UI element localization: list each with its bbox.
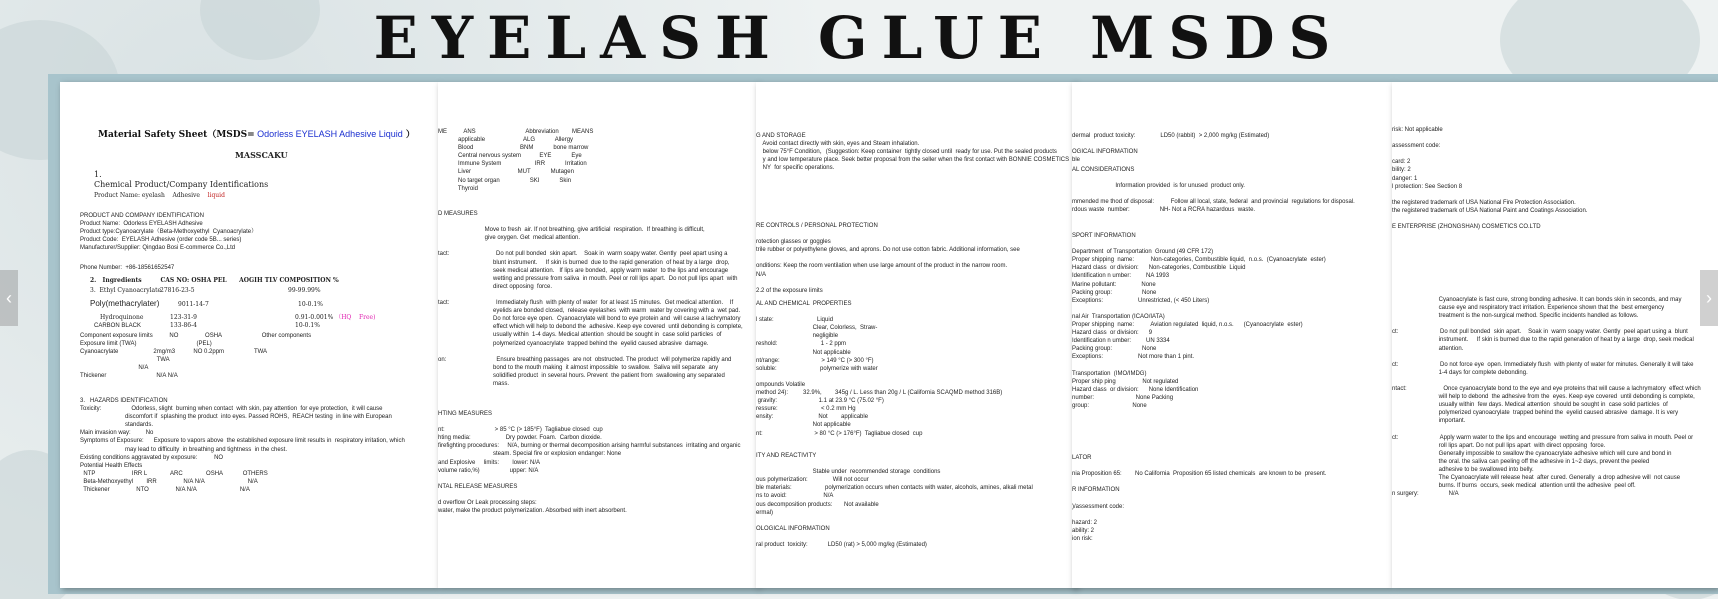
ingredient-row: Poly(methacrylater) [90,299,160,308]
ingredient-row: CARBON BLACK [94,323,142,329]
first-aid-block: D MEASURES Move to fresh air. If not breathing, give artificial respiration. If breathing is difficult, give oxygen. Get medical attention. tact: Do not pull bonded skin apart. Soak in warm soapy water. Gently peel apart using a blunt instrument. If skin is burned due to the rapid generation of heat by a large drop, seek medical attention. If lips are bonded, apply warm water to the lips and encourage wetting and pressure from saliva in mouth. Peel or roll lips apart. Do not pull lips apart with direct opposing force. tact: Immediately flush with plenty of water for at least 15 minutes. Get medical attention. If eyelids are bonded closed, release eyelashes with warm water by covering with a wet pad. Do not force eye open. Cyanoacrylate will bond to eye protein and will cause a lachrymatory effect which will help to debond the adhesive. Keep eye covered until debonding is complete, usually within 1-4 days. Medical attention should be sought in case solid particles of polymerized cyanoacrylate trapped behind the eyelid caused abrasive damage. on: Ensure breathing passages are not obstructed. The product will polymerize rapidly and bond to the mouth making it almost impossible to swallow. Saliva will separate any solidified product in several hours. Prevent the patient from swallowing any separated mass. [438,211,743,387]
exposure-block: Component exposure limits NO OSHA Other components Exposure limit (TWA) (PEL) Cyanoacrylate 2mg/m3 NO 0.2ppm TWA TWA N/A Thickener N/A N/A [80,333,312,380]
msds-page-1 [60,82,438,588]
carousel-next-arrow-icon[interactable]: › [1700,270,1718,326]
ingredient-row: Hydroquinone [100,314,144,321]
hazards-block: 3. HAZARDS IDENTIFICATION Toxicity: Odorless, slight burning when contact with skin, pay attention for eye protection, it will cause discomfort if splashing the product into eyes. Passed ROHS, REACH testing in line with European standards. Main invasion way: No Symptoms of Exposure: Exposure to vapors above the established exposure limit results in respiratory irritation, which may lead to difficulty in breathing and tightness in the chest. Existing conditions aggravated by exposure: NO Potential Health Effects NTP IRR L ARC OSHA OTHERS Beta-Methoxyethyl IRR N/A N/A N/A Thickener NTO N/A N/A N/A [80,398,405,494]
msds-page-3 [756,82,1076,588]
sheet-heading-main: Material Safety Sheet（MSDS= [98,130,255,140]
ingredient-row: 3. Ethyl Cyanoacrylate [90,287,162,294]
transport-block: SPORT INFORMATION Department of Transportation Ground (49 CFR 172) Proper shipping name: Non-categories, Combustible liquid, n.o.s. (Cyanoacrylate ester) Hazard class or division: Non-categories, Combustible Liquid Identification n umber: NA 1993 Marine pollutant: None Packing group: None Exceptions: Unrestricted, (< 450 Liters) nal Air Transportation (ICAO/IATA) Proper shipping name: Aviation regulated liquid, n.o.s. (Cyanoacrylate ester) Hazard class or division: 9 Identification n umber: UN 3334 Packing group: None Exceptions: Not more than 1 pint. Transportation (IMO/IMDG) Proper ship ping Not regulated Hazard class or division: None Identification number: None Packing group: None [1072,233,1326,409]
sheet-heading-product: Odorless EYELASH Adhesive Liquid [254,129,403,139]
msds-page-4 [1072,82,1392,588]
ingredient-pct: 0.91-0.001% （HQ Free) [295,314,376,321]
sheet-heading [98,128,415,141]
regulatory-block: LATOR nia Proposition 65: No California Proposition 65 listed chemicals are known to be present. R INFORMATION )/assessment code: hazard: 2 ability: 2 ion risk: [1072,455,1327,542]
sheet-heading-close: ） [402,130,415,140]
phone-number: Phone Number: +86-18561652547 [80,265,175,271]
ingredient-cas: 9011-14-7 [178,301,209,308]
handling-storage-block: G AND STORAGE Avoid contact directly with skin, eyes and Steam inhalation. below 75°F Condition，(Suggestion: Keep container tightly closed until ready for use. Put the sealed products y and low temperature place. Seek better proposal from the seller when the first contact with BONNIE COSMETICS NY for specific operations. [756,133,1070,172]
ingredients-header: 2. Ingredients CAS NO: OSHA PEL AOGIH TLV COMPOSITION % [90,277,339,284]
msds-page-5 [1392,82,1718,588]
section-number: 1. [94,170,102,179]
ingredient-pct: 10-0.1% [295,322,320,329]
toxicology-block: dermal product toxicity: LD50 (rabbit) > 2,000 mg/kg (Estimated) OGICAL INFORMATION ble [1072,133,1270,164]
msds-page-2 [438,82,758,588]
physical-properties-block: AL AND CHEMICAL PROPERTIES l state: Liquid Clear, Colorless, Straw- negligible reshold: 1 - 2 ppm Not applicable nt/range: > 149 °C (> 300 °F) soluble: polymerize with water ompounds Volatile method 24): 32.9%, 345g / L. Less than 20g / L (California SCAQMD method 316B) gravity: 1.1 at 23.9 °C (75.02 °F) ressure: < 0.2 mm Hg ensity: Not applicable Not applicable nt: > 80 °C (> 176°F) Tagliabue closed cup [756,301,1003,437]
ingredient-pct: 99-99.99% [288,287,321,294]
product-name-label: Product Name: eyelash Adhesive liquid [94,192,225,199]
ingredient-cas: 133-86-4 [170,322,197,329]
brand-name: MASSCAKU [235,150,288,160]
page-title: EYELASH GLUE MSDS [373,4,1345,72]
carousel-prev-arrow-icon[interactable]: ‹ [0,270,18,326]
fire-fighting-block: HTING MEASURES nt: > 85 °C (> 185°F) Tagliabue closed cup hting media: Dry powder. Foam. Carbon dioxide. firefighting procedures: N/A, burning or thermal decomposition arising harmful substances irritating and organic steam. Special fire or explosion endanger: None and Explosive limits: lower: N/A volume ratio,%) upper: N/A NTAL RELEASE MEASURES d overflow Or Leak processing steps: water, make the product polymerization. Absorbed with inert absorbent. [438,411,741,515]
ingredient-pct: 10-0.1% [298,301,323,308]
hmis-block: risk: Not applicable assessment code: card: 2 bility: 2 danger: 1 l protection: See Section 8 the registered trademark of USA National Fire Protection Association. the registered trademark of USA National Paint and Coatings Association. E ENTERPRISE (ZHONGSHAN) COSMETICS CO.LTD [1392,127,1588,231]
emergency-block: Cyanoacrylate is fast cure, strong bonding adhesive. It can bonds skin in seconds, and may cause eye and respiratory tract irritation. Experience shown that the best emergency treatment is the non-surgical method. Specific incidents handled as follows. ct: Do not pull bonded skin apart. Soak in warm soapy water. Gently peel apart using a blunt instrument. If skin is burned due to the rapid generation of heat by a large drop, seek medical attention. ct: Do not force eye open. Immediately flush with plenty of water for minutes. Generally it will take 1-4 days for complete debonding. ntact: Once cyanoacrylate bond to the eye and eye proteins that will cause a lachrymatory effect which will help to debond the adhesive from the eyes. Keep eye covered until debonding is complete, usually within few days. Medical attention should be sought in case solid particles of polymerized cyanoacrylate trapped behind the eyelid caused abrasive damage. It is very important. ct: Apply warm water to the lips and encourage wetting and pressure from saliva in mouth. Peel or roll lips apart. Do not pull lips apart with direct opposing force. Generally impossible to swallow the cyanoacrylate adhesive which will cure and bond in the oral. the saliva can peeling off the adhesive in 1~2 days, prevent the peeled adhesive to be swallowed into belly. The Cyanoacrylate will release heat after cured. Generally a drop adhesive will not cause burns. If burns occurs, seek medical attention until the adhesive peel off. n surgery: N/A [1392,297,1701,498]
disposal-block: AL CONSIDERATIONS Information provided is for unused product only. mmended me thod of disposal: Follow all local, state, federal and provincial regulations for disposal. rdous waste number: NH- Not a RCRA hazardous waste. [1072,167,1355,214]
ingredient-cas: 27816-23-5 [160,287,195,294]
stability-block: ITY AND REACTIVITY Stable under recommended storage conditions ous polymerization: Will not occur ble materials: polymerization occurs when contacts with water, alcohols, amines, alkali metal ns to avoid: N/A ous decomposition products: Not available ermal) OLOGICAL INFORMATION ral product toxicity: LD50 (rat) > 5,000 mg/kg (Estimated) [756,453,1033,549]
abbreviation-table: ME ANS Abbreviation MEANS applicable ALG Allergy Blood BNM bone marrow Central nervous system EYE Eye Immune System IRR Irritation Liver MUT Mutagen No target organ SKI Skin Thyroid [438,129,594,192]
ingredient-cas: 123-31-9 [170,314,197,321]
section-title: Chemical Product/Company Identifications [94,180,269,189]
identification-block: PRODUCT AND COMPANY IDENTIFICATION Product Name: Odorless EYELASH Adhesive Product type:Cyanoacrylate（Beta-Methoxyethyl Cyanoacrylate） Product Code: EYELASH Adhesive (order code 5B... series) Manufacturer/Supplier: Qingdao Bosi E-commerce Co.,Ltd [80,213,258,252]
exposure-controls-block: RE CONTROLS / PERSONAL PROTECTION rotection glasses or goggles trile rubber or polyethylene gloves, and aprons. Do not use cotton fabric. Additional information, see onditions: Keep the room ventilation when use large amount of the product in the narrow room. N/A 2.2 of the exposure limits [756,223,1020,294]
